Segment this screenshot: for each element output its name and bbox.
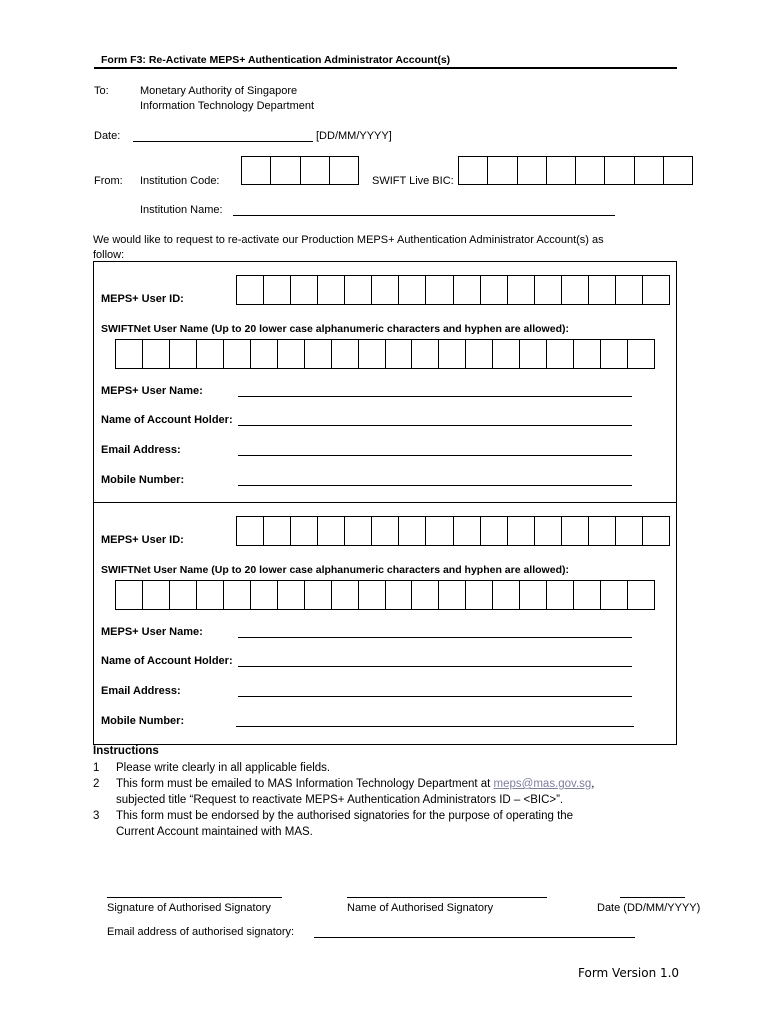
date-format: [DD/MM/YYYY] bbox=[316, 130, 392, 142]
to-label: To: bbox=[94, 85, 109, 97]
instruction-number: 2 bbox=[93, 778, 100, 790]
instruction-number: 3 bbox=[93, 810, 100, 822]
signature-date-label: Date (DD/MM/YYYY) bbox=[597, 902, 701, 914]
mobile-number-label: Mobile Number: bbox=[101, 474, 185, 486]
email-address-label: Email Address: bbox=[101, 685, 181, 697]
meps-user-name-input-line[interactable] bbox=[238, 396, 632, 397]
instruction-text: This form must be endorsed by the authorised signatories for the purpose of operating the bbox=[116, 810, 574, 822]
institution-code-label: Institution Code: bbox=[140, 175, 220, 187]
meps-user-id-boxes[interactable] bbox=[236, 275, 670, 305]
signatory-email-input-line[interactable] bbox=[314, 937, 635, 938]
meps-user-id-boxes[interactable] bbox=[236, 516, 670, 546]
institution-name-label: Institution Name: bbox=[140, 204, 223, 216]
signatory-name-label: Name of Authorised Signatory bbox=[347, 902, 494, 914]
date-label: Date: bbox=[94, 130, 121, 142]
date-input-line[interactable] bbox=[133, 141, 313, 142]
institution-code-boxes[interactable] bbox=[241, 156, 359, 185]
swiftnet-user-name-label: SWIFTNet User Name (Up to 20 lower case alphanumeric characters and hyphen are allowed): bbox=[101, 323, 569, 335]
instruction-number: 1 bbox=[93, 762, 100, 774]
signature-label: Signature of Authorised Signatory bbox=[107, 902, 271, 914]
form-version: Form Version 1.0 bbox=[578, 966, 680, 980]
meps-user-id-label: MEPS+ User ID: bbox=[101, 534, 184, 546]
instructions-heading: Instructions bbox=[93, 745, 159, 757]
signature-date-input-line[interactable] bbox=[620, 897, 685, 898]
instruction-text-continued: Current Account maintained with MAS. bbox=[116, 826, 313, 838]
meps-user-name-label: MEPS+ User Name: bbox=[101, 385, 203, 397]
swiftnet-user-name-label: SWIFTNet User Name (Up to 20 lower case alphanumeric characters and hyphen are allowed): bbox=[101, 564, 569, 576]
account-holder-label: Name of Account Holder: bbox=[101, 655, 233, 667]
mobile-number-label: Mobile Number: bbox=[101, 715, 185, 727]
form-title: Form F3: Re-Activate MEPS+ Authentication Administrator Account(s) bbox=[101, 54, 451, 66]
swift-bic-boxes[interactable] bbox=[458, 156, 693, 185]
account-holder-input-line[interactable] bbox=[238, 425, 632, 426]
instruction-text-continued: subjected title “Request to reactivate MEPS+ Authentication Administrators ID – <BIC>”. bbox=[116, 794, 564, 806]
to-line-2: Information Technology Department bbox=[140, 100, 315, 112]
signatory-email-label: Email address of authorised signatory: bbox=[107, 926, 295, 938]
account-holder-label: Name of Account Holder: bbox=[101, 414, 233, 426]
instruction-text-part: , bbox=[591, 778, 595, 790]
meps-user-id-label: MEPS+ User ID: bbox=[101, 293, 184, 305]
swiftnet-user-name-boxes[interactable] bbox=[115, 580, 655, 610]
request-text-line-1: We would like to request to re-activate our Production MEPS+ Authentication Administrator Account(s) as bbox=[93, 234, 604, 246]
meps-user-name-label: MEPS+ User Name: bbox=[101, 626, 203, 638]
meps-user-name-input-line[interactable] bbox=[238, 637, 632, 638]
from-label: From: bbox=[94, 175, 123, 187]
email-address-input-line[interactable] bbox=[238, 455, 632, 456]
meps-email-link[interactable]: meps@mas.gov.sg bbox=[493, 778, 592, 790]
institution-name-input-line[interactable] bbox=[233, 215, 615, 216]
request-text-line-2: follow: bbox=[93, 249, 125, 261]
signature-input-line[interactable] bbox=[107, 897, 282, 898]
instruction-text: Please write clearly in all applicable fields. bbox=[116, 762, 331, 774]
email-address-input-line[interactable] bbox=[238, 696, 632, 697]
instruction-text-part: This form must be emailed to MAS Information Technology Department at bbox=[116, 778, 494, 790]
swift-bic-label: SWIFT Live BIC: bbox=[372, 175, 454, 187]
title-underline bbox=[94, 67, 677, 69]
to-line-1: Monetary Authority of Singapore bbox=[140, 85, 298, 97]
email-address-label: Email Address: bbox=[101, 444, 181, 456]
mobile-number-input-line[interactable] bbox=[236, 726, 634, 727]
instruction-text bbox=[116, 778, 595, 790]
accounts-divider bbox=[93, 502, 677, 503]
mobile-number-input-line[interactable] bbox=[238, 485, 632, 486]
account-holder-input-line[interactable] bbox=[238, 666, 632, 667]
signatory-name-input-line[interactable] bbox=[347, 897, 547, 898]
swiftnet-user-name-boxes[interactable] bbox=[115, 339, 655, 369]
